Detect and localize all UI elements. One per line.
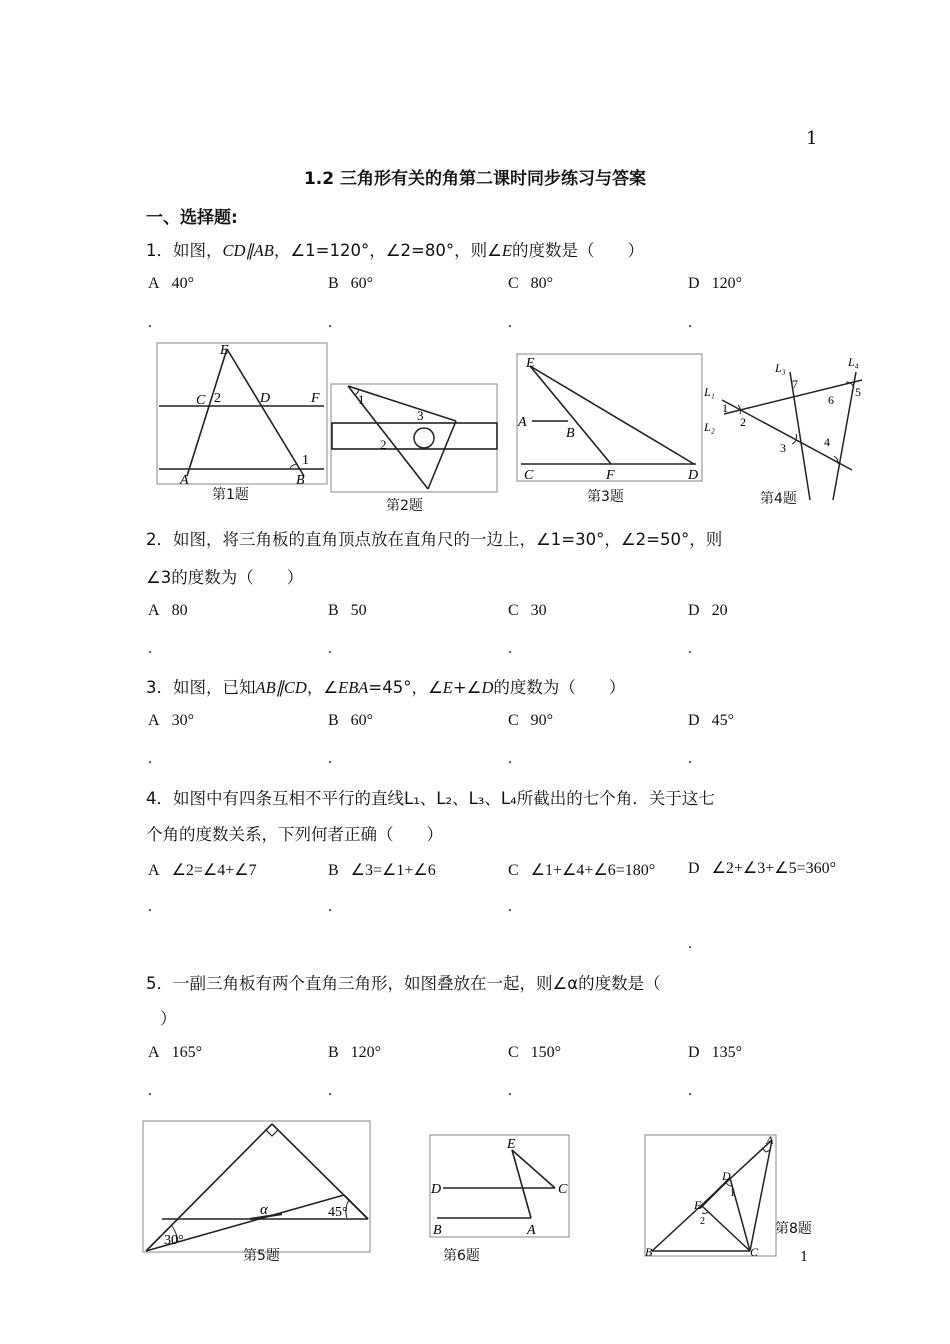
label-l1: L₁ [704, 385, 715, 399]
figure-1 [156, 340, 330, 488]
caption-fig4: 第4题 [760, 491, 797, 507]
option-d[interactable]: D ∠2+∠3+∠5=360° [688, 860, 837, 877]
label-b: B [296, 473, 305, 488]
question-1: 1．如图，CD∥AB，∠1=120°，∠2=80°，则∠E的度数是（ ） [146, 241, 644, 260]
angle-2: 2 [740, 415, 746, 429]
label-l3: L₃ [775, 361, 786, 375]
question-4-line1: 4．如图中有四条互相不平行的直线L₁、L₂、L₃、L₄所截出的七个角．关于这七 [146, 789, 715, 808]
caption-fig1: 第1题 [212, 487, 249, 503]
option-c[interactable]: C 90° [508, 712, 554, 729]
label-c: C [558, 1182, 568, 1197]
label-e: E [220, 343, 229, 358]
label-d: D [688, 468, 699, 483]
option-d[interactable]: D 45° [688, 712, 734, 729]
label-1: 1 [358, 392, 365, 407]
angle-5: 5 [855, 385, 861, 399]
figure-8 [644, 1134, 778, 1258]
caption-fig2: 第2题 [386, 498, 423, 514]
label-2: 2 [214, 391, 221, 406]
label-e: E [526, 356, 535, 371]
figure-3 [516, 353, 704, 483]
label-2: 2 [380, 437, 387, 452]
option-a[interactable]: A 80 [148, 602, 188, 619]
angle-4: 4 [824, 435, 830, 449]
label-f: F [606, 468, 615, 483]
label-b: B [433, 1223, 442, 1238]
question-5-line1: 5．一副三角板有两个直角三角形，如图叠放在一起，则∠α的度数是（ [146, 974, 661, 993]
question-2-line2: ∠3的度数为（ ） [146, 568, 304, 587]
angle-7: 7 [792, 377, 798, 391]
label-l2: L₂ [704, 420, 715, 434]
label-45: 45° [328, 1205, 348, 1220]
option-a[interactable]: A 40° [148, 275, 194, 292]
page-number-bottom: 1 [800, 1250, 809, 1265]
label-c: C [196, 393, 206, 408]
option-a[interactable]: A 165° [148, 1044, 202, 1061]
caption-fig3: 第3题 [587, 489, 624, 505]
figure-5 [142, 1120, 372, 1254]
label-30: 30° [164, 1233, 184, 1248]
label-a: A [766, 1134, 774, 1147]
option-c[interactable]: C 150° [508, 1044, 562, 1061]
angle-3: 3 [780, 441, 786, 455]
option-d[interactable]: D 135° [688, 1044, 742, 1061]
label-c: C [524, 468, 534, 483]
option-b[interactable]: B 60° [328, 712, 374, 729]
figure-6 [429, 1134, 571, 1238]
page-number-top: 1 [806, 128, 818, 149]
label-e: E [694, 1198, 702, 1212]
option-c[interactable]: C 80° [508, 275, 554, 292]
section-heading: 一、选择题: [146, 208, 238, 228]
option-b[interactable]: B 60° [328, 275, 374, 292]
question-3: 3．如图，已知AB∥CD，∠EBA=45°，∠E+∠D的度数为（ ） [146, 678, 626, 697]
option-b[interactable]: B ∠3=∠1+∠6 [328, 862, 436, 879]
caption-fig8: 第8题 [775, 1221, 812, 1237]
option-b[interactable]: B 50 [328, 602, 367, 619]
option-c[interactable]: C 30 [508, 602, 547, 619]
label-alpha: α [260, 1202, 268, 1218]
question-5-line2: ） [160, 1009, 177, 1028]
label-3: 3 [417, 408, 424, 423]
label-c: C [750, 1245, 759, 1258]
option-a[interactable]: A ∠2=∠4+∠7 [148, 862, 257, 879]
page-title: 1.2 三角形有关的角第二课时同步练习与答案 [303, 169, 647, 189]
label-b: B [645, 1245, 653, 1258]
label-1: 1 [302, 453, 309, 468]
label-1: 1 [730, 1188, 735, 1199]
figure-2 [330, 383, 500, 495]
label-d: D [260, 391, 271, 406]
caption-fig5: 第5题 [243, 1248, 280, 1264]
label-b: B [566, 426, 575, 441]
label-l4: L₄ [848, 355, 859, 369]
label-d: D [722, 1169, 731, 1183]
question-4-line2: 个角的度数关系，下列何者正确（ ） [146, 825, 443, 844]
option-d[interactable]: D 120° [688, 275, 742, 292]
option-c[interactable]: C ∠1+∠4+∠6=180° [508, 862, 656, 879]
angle-1: 1 [722, 401, 728, 415]
label-a: A [518, 415, 527, 430]
option-b[interactable]: B 120° [328, 1044, 382, 1061]
question-2-line1: 2．如图，将三角板的直角顶点放在直角尺的一边上，∠1=30°，∠2=50°，则 [146, 530, 723, 549]
option-a[interactable]: A 30° [148, 712, 194, 729]
label-a: A [180, 473, 189, 488]
angle-6: 6 [828, 393, 834, 407]
label-d: D [431, 1182, 442, 1197]
label-a: A [527, 1223, 536, 1238]
label-e: E [507, 1137, 516, 1152]
figure-4 [700, 352, 866, 504]
option-d[interactable]: D 20 [688, 602, 728, 619]
caption-fig6: 第6题 [443, 1248, 480, 1264]
label-f: F [311, 391, 320, 406]
label-2: 2 [700, 1216, 705, 1227]
